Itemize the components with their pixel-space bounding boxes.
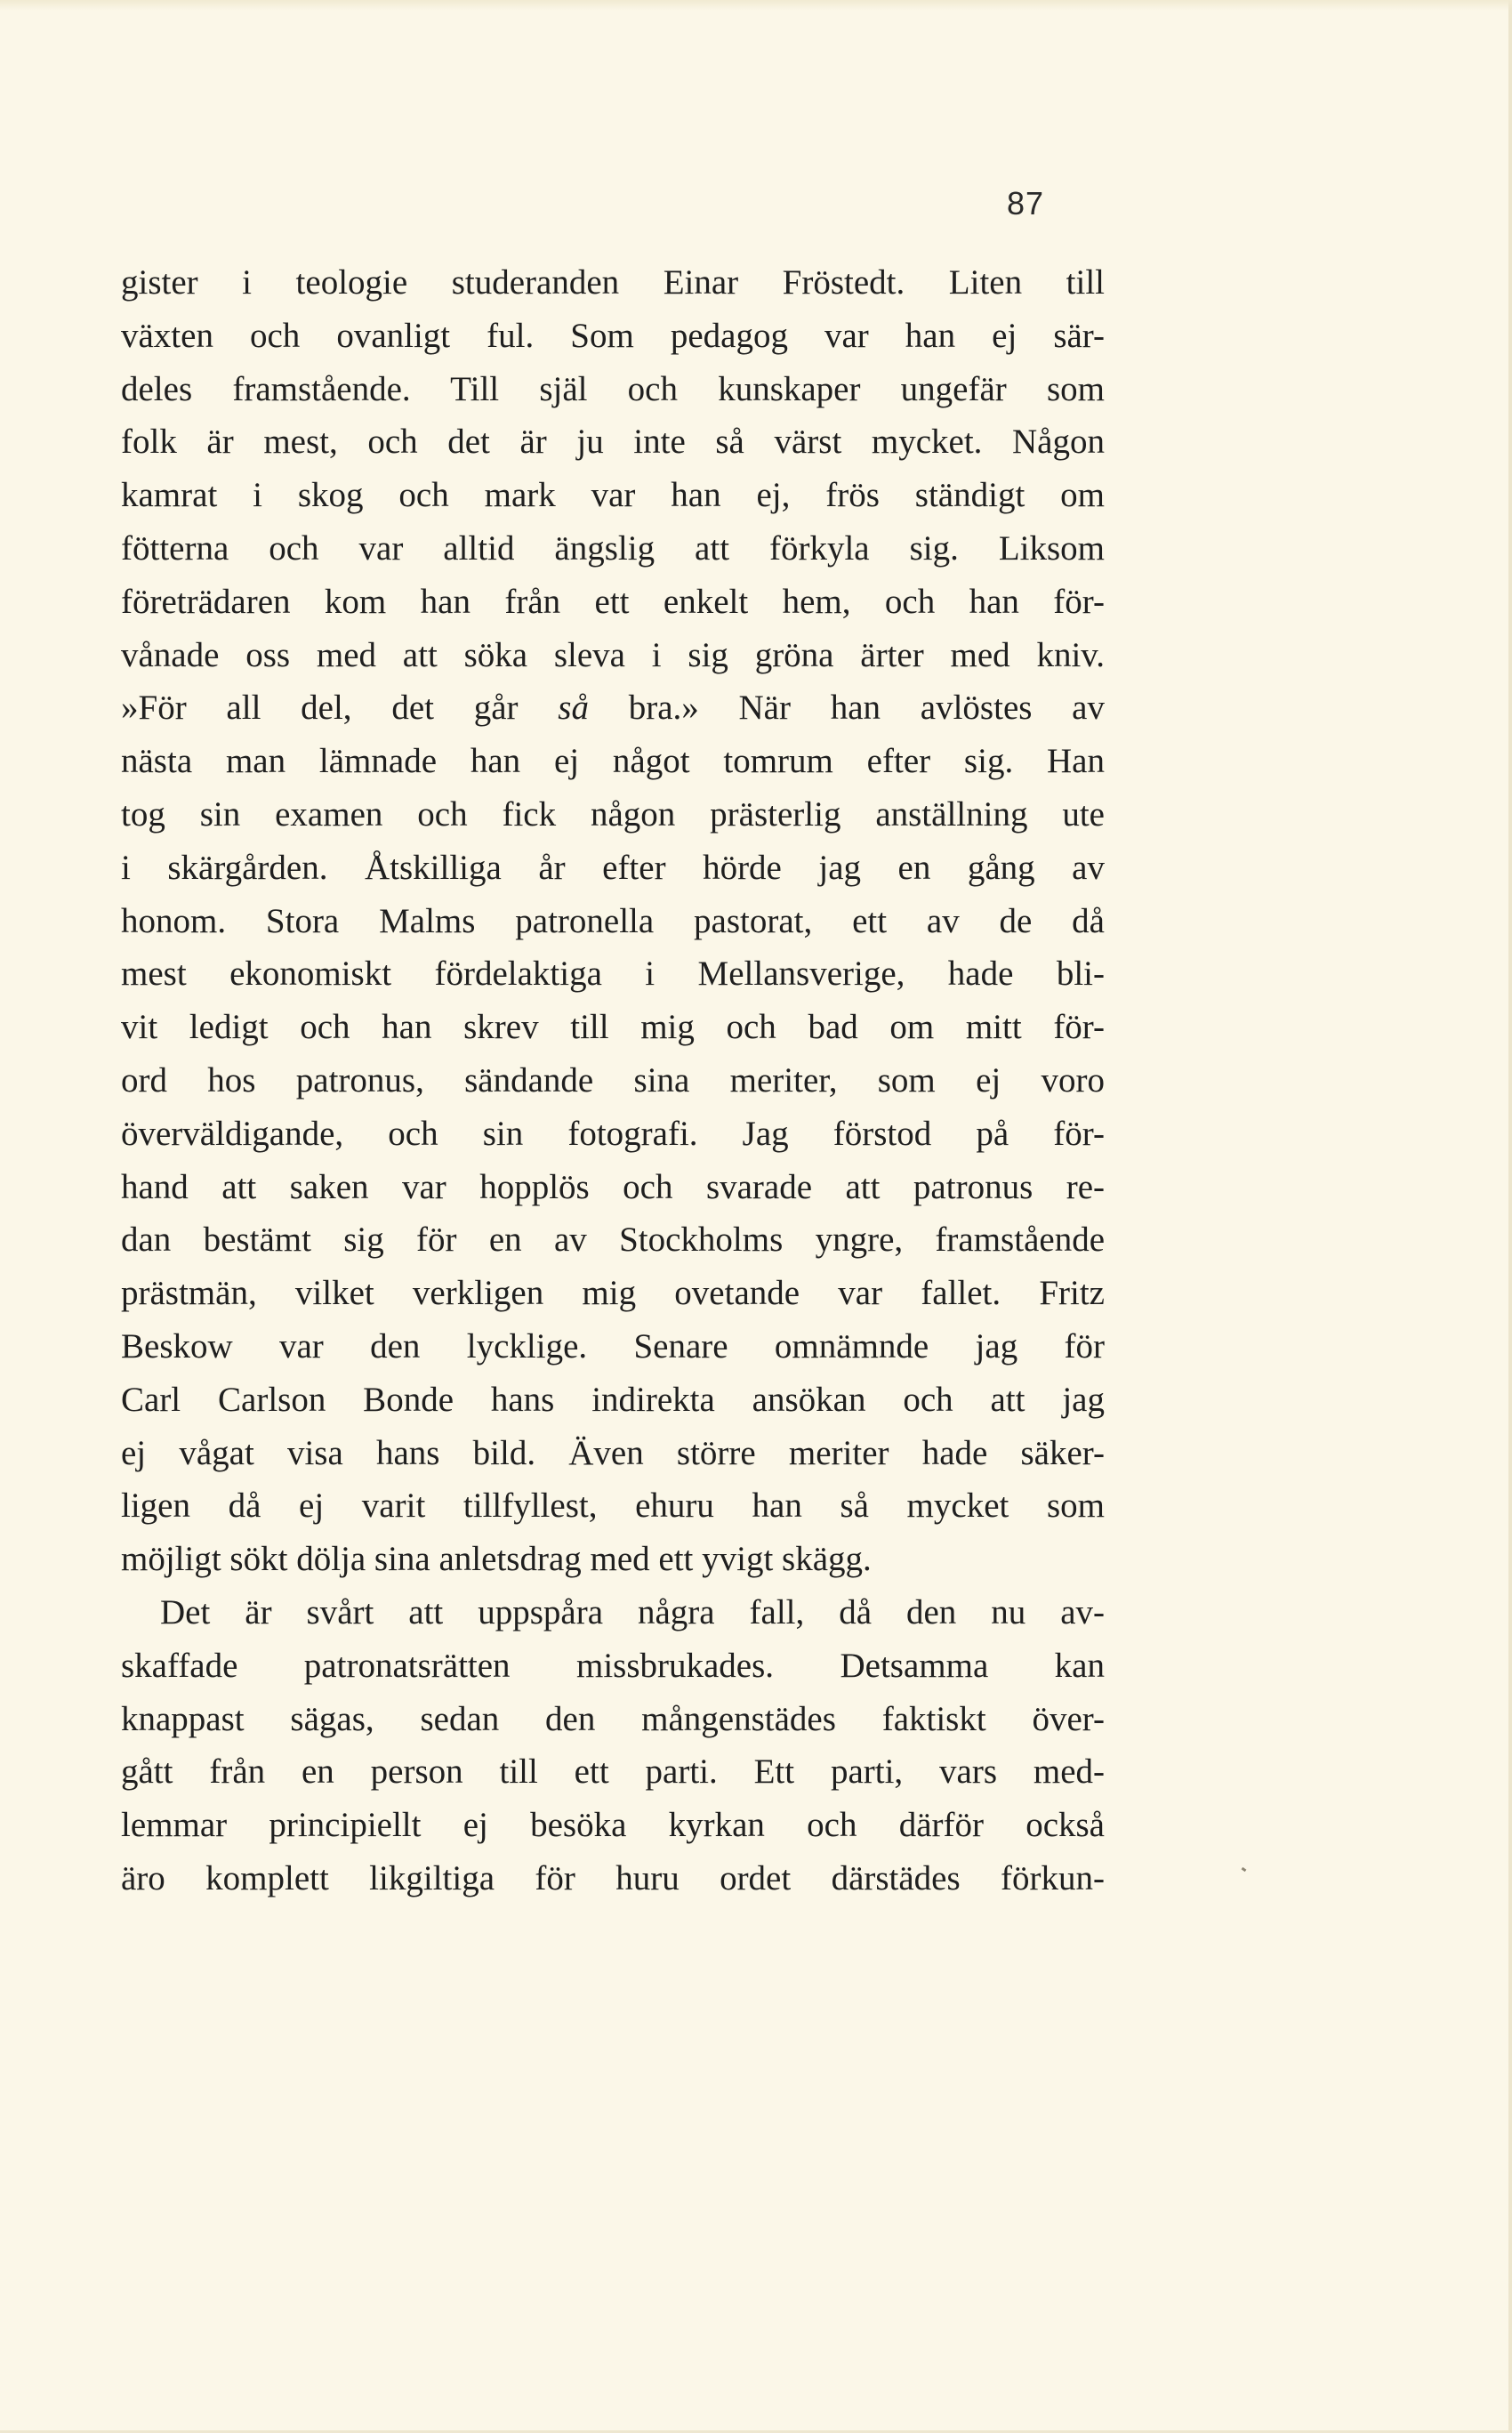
text-line: fötterna och var alltid ängslig att förkyla sig. Liksom xyxy=(121,528,1105,568)
text-line: mest ekonomiskt fördelaktiga i Mellansverige, hade bli- xyxy=(121,955,1105,994)
text-line-paragraph-start: Det är svårt att uppspåra några fall, då den nu av- xyxy=(160,1592,1105,1631)
text-line: växten och ovanligt ful. Som pedagog var han ej sär- xyxy=(121,316,1105,355)
text-line: Beskow var den lycklige. Senare omnämnde jag för xyxy=(121,1326,1105,1366)
text-line: hand att saken var hopplös och svarade att patronus re- xyxy=(121,1167,1105,1206)
text-line: gått från en person till ett parti. Ett parti, vars med- xyxy=(121,1752,1105,1792)
text-line: dan bestämt sig för en av Stockholms yngre, framstående xyxy=(121,1221,1105,1260)
text-line: skaffade patronatsrätten missbrukades. Detsamma kan xyxy=(121,1646,1105,1685)
body-text xyxy=(121,256,1105,1905)
quote-italic-word: så xyxy=(558,689,589,728)
text-line: i skärgården. Åtskilliga år efter hörde jag en gång av xyxy=(121,848,1105,887)
paper-speck xyxy=(1242,1867,1247,1872)
text-line: nästa man lämnade han ej något tomrum efter sig. Han xyxy=(121,742,1105,781)
text-line: deles framstående. Till själ och kunskaper ungefär som xyxy=(121,369,1105,408)
text-line: ej vågat visa hans bild. Även större meriter hade säker- xyxy=(121,1433,1105,1472)
text-line: kamrat i skog och mark var han ej, frös ständigt om xyxy=(121,476,1105,515)
text-line: prästmän, vilket verkligen mig ovetande var fallet. Fritz xyxy=(121,1274,1105,1313)
quote-open: »För all del, det går xyxy=(121,689,559,728)
text-line: knappast sägas, sedan den mångenstädes faktiskt över- xyxy=(121,1699,1105,1738)
text-line: folk är mest, och det är ju inte så värst mycket. Någon xyxy=(121,423,1105,462)
text-line: överväldigande, och sin fotografi. Jag förstod på för- xyxy=(121,1114,1105,1153)
text-line: vit ledigt och han skrev till mig och bad om mitt för- xyxy=(121,1008,1105,1047)
text-line: ord hos patronus, sändande sina meriter, som ej voro xyxy=(121,1060,1105,1100)
text-line-quote xyxy=(121,681,1105,735)
page-edge xyxy=(0,0,1512,11)
text-line: Carl Carlson Bonde hans indirekta ansökan och att jag xyxy=(121,1380,1105,1419)
text-line: vånade oss med att söka sleva i sig gröna ärter med kniv. xyxy=(121,635,1105,674)
text-line: lemmar principiellt ej besöka kyrkan och därför också xyxy=(121,1806,1105,1845)
text-line: företrädaren kom han från ett enkelt hem, och han för- xyxy=(121,582,1105,621)
text-line: äro komplett likgiltiga för huru ordet därstädes förkun- xyxy=(121,1858,1105,1897)
text-line: gister i teologie studeranden Einar Fröstedt. Liten till xyxy=(121,263,1105,302)
text-line: ligen då ej varit tillfyllest, ehuru han så mycket som xyxy=(121,1486,1105,1526)
text-line: honom. Stora Malms patronella pastorat, ett av de då xyxy=(121,901,1105,940)
quote-close: bra.» När han avlöstes av xyxy=(588,689,1105,728)
text-line-paragraph-end: möjligt sökt dölja sina anletsdrag med ett yvigt skägg. xyxy=(121,1540,872,1579)
text-line: tog sin examen och fick någon prästerlig anställning ute xyxy=(121,794,1105,834)
page-number: 87 xyxy=(1007,185,1045,222)
